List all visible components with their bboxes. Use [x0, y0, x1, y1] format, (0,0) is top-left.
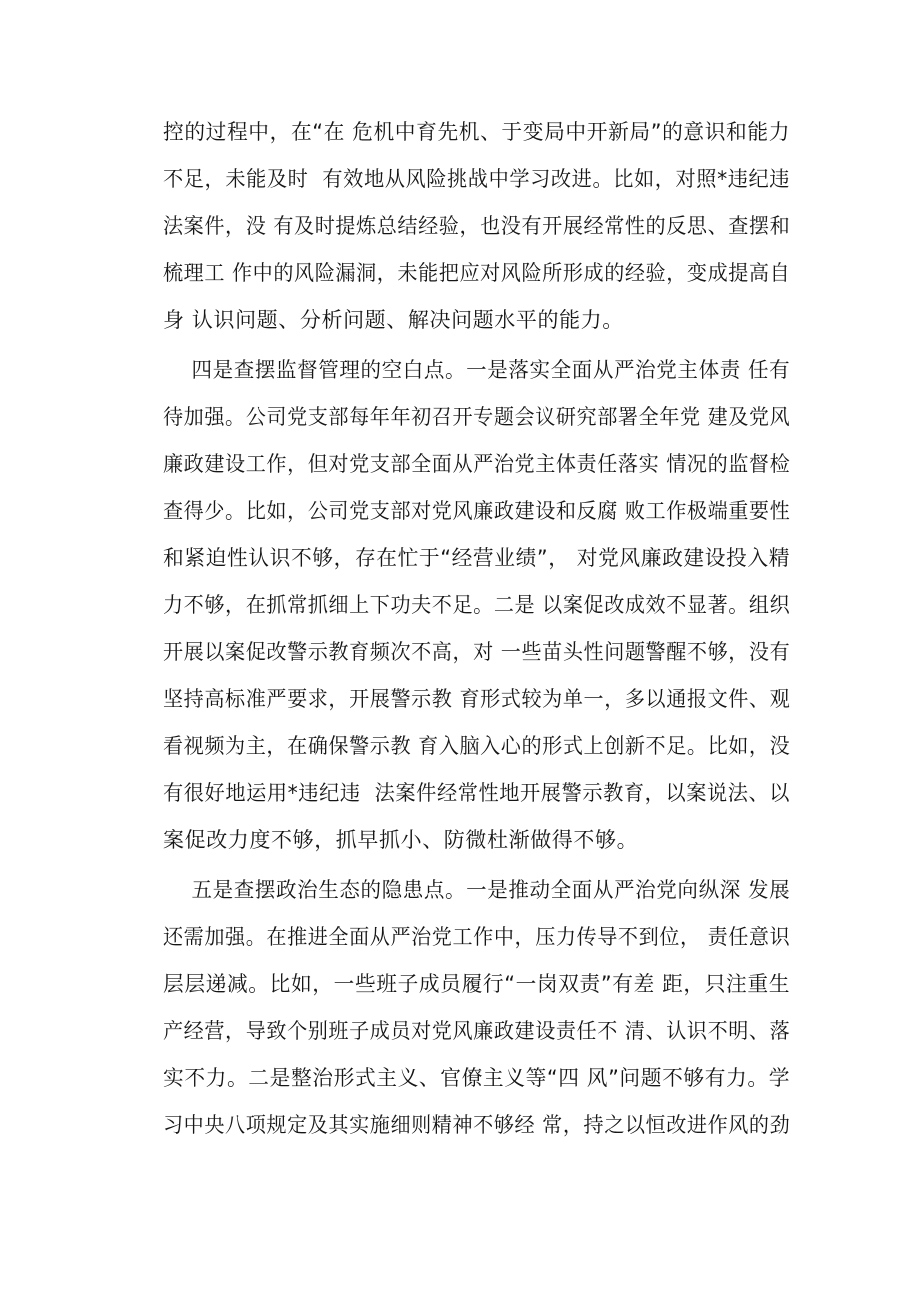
- text-line: 廉政建设工作，但对党支部全面从严治党主体责任落实 情况的监督检: [163, 452, 791, 476]
- text-line: 法案件，没 有及时提炼总结经验，也没有开展经常性的反思、查摆和: [163, 214, 791, 238]
- text-line: 查得少。比如，公司党支部对党风廉政建设和反腐 败工作极端重要性: [163, 499, 791, 523]
- text-line: 五是查摆政治生态的隐患点。一是推动全面从严治党向纵深 发展: [163, 878, 791, 902]
- text-line: 还需加强。在推进全面从严治党工作中，压力传导不到位， 责任意识: [163, 925, 791, 949]
- text-line: 习中央八项规定及其实施细则精神不够经 常，持之以恒改进作风的劲: [163, 1113, 791, 1137]
- text-line: 开展以案促改警示教育频次不高，对 一些苗头性问题警醒不够，没有: [163, 640, 791, 664]
- text-line: 和紧迫性认识不够，存在忙于“经营业绩”， 对党风廉政建设投入精: [163, 546, 791, 570]
- text-line: 层层递减。比如，一些班子成员履行“一岗双责”有差 距，只注重生: [163, 972, 791, 996]
- text-line: 产经营，导致个别班子成员对党风廉政建设责任不 清、认识不明、落: [163, 1019, 791, 1043]
- text-line: 看视频为主，在确保警示教 育入脑入心的形式上创新不足。比如，没: [163, 734, 791, 758]
- text-line: 身 认识问题、分析问题、解决问题水平的能力。: [163, 308, 624, 332]
- text-line: 力不够，在抓常抓细上下功夫不足。二是 以案促改成效不显著。组织: [163, 593, 791, 617]
- text-line: 有很好地运用*违纪违 法案件经常性地开展警示教育，以案说法、以: [163, 781, 791, 805]
- text-line: 不足，未能及时 有效地从风险挑战中学习改进。比如，对照*违纪违: [163, 167, 791, 191]
- text-line: 控的过程中，在“在 危机中育先机、于变局中开新局”的意识和能力: [163, 120, 791, 144]
- text-line: 坚持高标准严要求，开展警示教 育形式较为单一，多以通报文件、观: [163, 687, 791, 711]
- text-line: 实不力。二是整治形式主义、官僚主义等“四 风”问题不够有力。学: [163, 1066, 791, 1090]
- text-line: 待加强。公司党支部每年年初召开专题会议研究部署全年党 建及党风: [163, 405, 791, 429]
- text-line: 案促改力度不够，抓早抓小、防微杜渐做得不够。: [163, 828, 639, 852]
- text-line: 四是查摆监督管理的空白点。一是落实全面从严治党主体责 任有: [163, 358, 791, 382]
- text-line: 梳理工 作中的风险漏洞，未能把应对风险所形成的经验，变成提高自: [163, 261, 791, 285]
